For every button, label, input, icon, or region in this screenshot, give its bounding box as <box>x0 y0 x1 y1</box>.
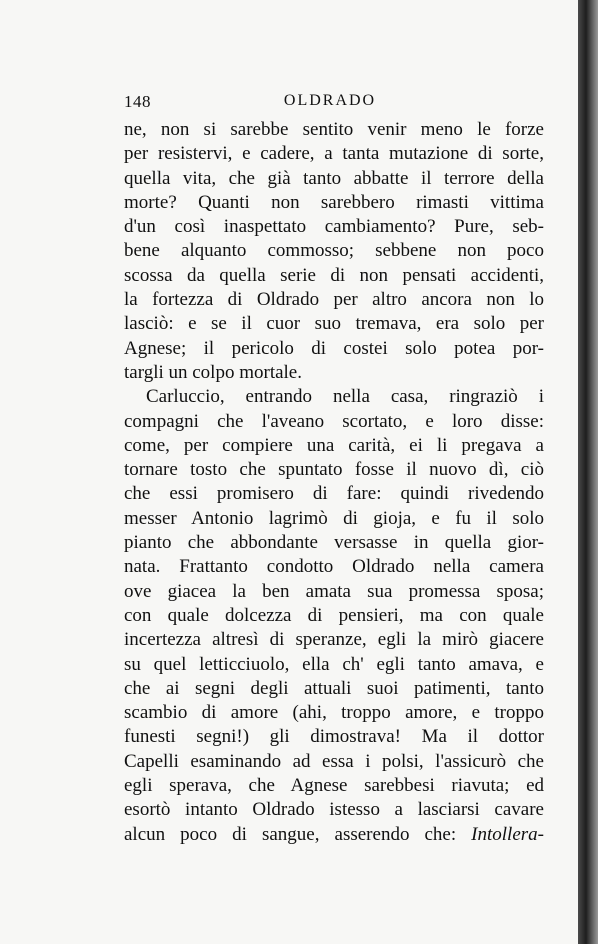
text-line: compagni che l'aveano scortato, e loro disse: <box>124 410 544 432</box>
body-text <box>124 118 544 847</box>
text-line: tornare tosto che spuntato fosse il nuovo dì, ciò <box>124 459 544 481</box>
final-text-line <box>124 823 544 847</box>
text-line: con quale dolcezza di pensieri, ma con quale <box>124 604 544 626</box>
text-line: quella vita, che già tanto abbatte il terrore della <box>124 167 544 189</box>
text-line: ne, non si sarebbe sentito venir meno le forze <box>124 119 544 140</box>
text-line: ove giacea la ben amata sua promessa sposa; <box>124 580 544 602</box>
text-line: Agnese; il pericolo di costei solo potea por- <box>124 337 544 359</box>
text-line: pianto che abbondante versasse in quella gior- <box>124 532 544 554</box>
page-number: 148 <box>124 92 151 111</box>
text-line: incertezza altresì di speranze, egli la mirò giacere <box>124 629 544 651</box>
text-line: che essi promisero di fare: quindi rivedendo <box>124 483 544 505</box>
text-line: la fortezza di Oldrado per altro ancora non lo <box>124 289 544 311</box>
paragraph-end-line: targli un colpo mortale. <box>124 361 302 383</box>
text-line: lasciò: e se il cuor suo tremava, era solo per <box>124 313 544 335</box>
text-line: messer Antonio lagrimò di gioja, e fu il solo <box>124 507 544 529</box>
text-line: scambio di amore (ahi, troppo amore, e troppo <box>124 702 544 724</box>
text-line: esortò intanto Oldrado istesso a lasciarsi cavare <box>124 799 544 821</box>
text-line: su quel letticciuolo, ella ch' egli tanto amava, e <box>124 653 544 675</box>
page-header <box>0 92 578 114</box>
text-line: nata. Frattanto condotto Oldrado nella camera <box>124 556 544 578</box>
text-line: come, per compiere una carità, ei li pregava a <box>124 434 544 456</box>
text-line: per resistervi, e cadere, a tanta mutazione di sorte, <box>124 143 544 165</box>
text-line: funesti segni!) gli dimostrava! Ma il dottor <box>124 726 544 748</box>
final-line-text: alcun poco di sangue, asserendo che: <box>124 823 457 845</box>
text-line: morte? Quanti non sarebbero rimasti vittima <box>124 191 544 213</box>
text-line: egli sperava, che Agnese sarebbesi riavuta; ed <box>124 775 544 797</box>
final-line-italic: Intollera- <box>471 823 544 845</box>
paragraph-start-line: Carluccio, entrando nella casa, ringraziò i <box>146 386 544 408</box>
text-line: che ai segni degli attuali suoi patimenti, tanto <box>124 677 544 699</box>
text-line: Capelli esaminando ad essa i polsi, l'assicurò che <box>124 750 544 772</box>
text-line: bene alquanto commosso; sebbene non poco <box>124 240 544 262</box>
text-line: scossa da quella serie di non pensati accidenti, <box>124 264 544 286</box>
running-head: OLDRADO <box>283 92 377 109</box>
page-edge-shadow <box>578 0 598 944</box>
text-line: d'un così inaspettato cambiamento? Pure, seb- <box>124 216 544 238</box>
